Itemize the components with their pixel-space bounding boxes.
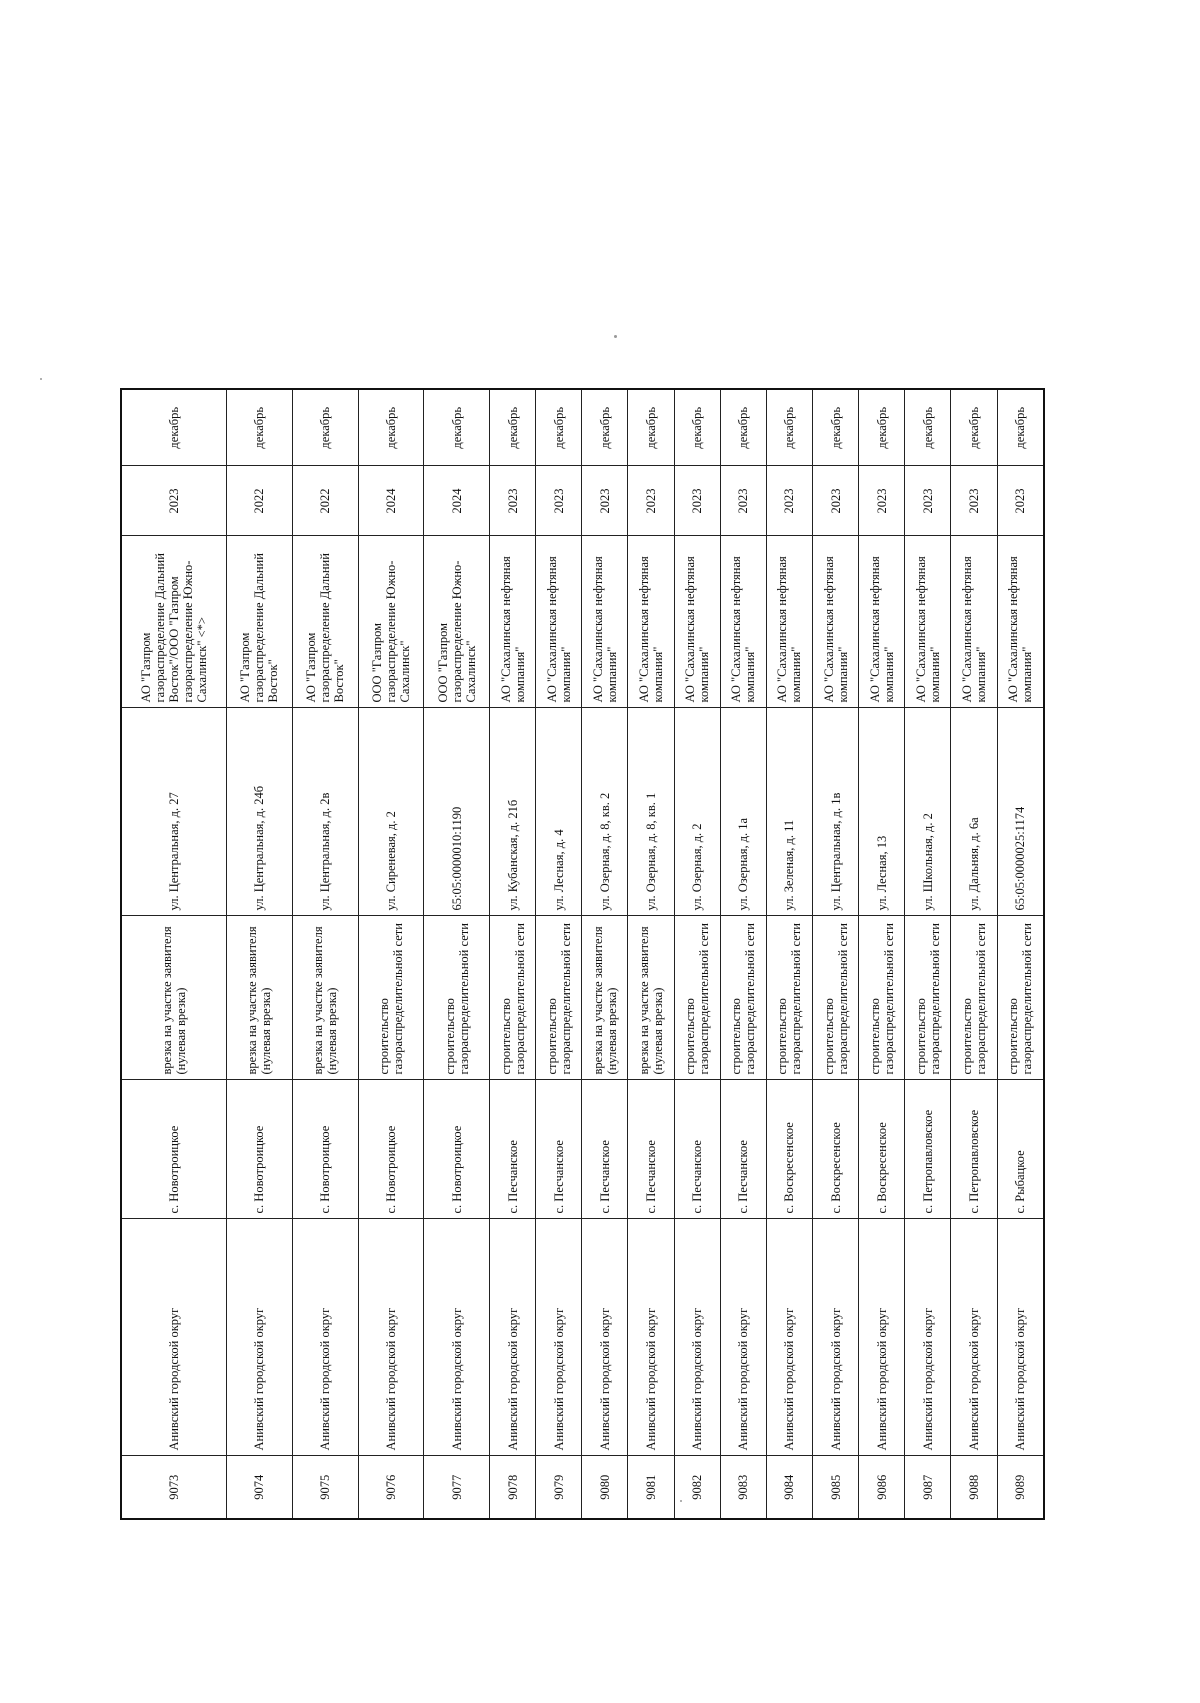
work-type-cell: строительство газораспределительной сети — [859, 916, 905, 1080]
operator-cell: АО "Сахалинская нефтяная компания" — [812, 536, 858, 708]
month-cell: декабрь — [292, 389, 358, 466]
district-cell: Анивский городской округ — [997, 1219, 1044, 1456]
table-row — [358, 389, 424, 1519]
table-row — [859, 389, 905, 1519]
row-number: 9080 — [582, 1456, 628, 1519]
table-row — [292, 389, 358, 1519]
address-cell: ул. Зеленая, д. 11 — [766, 708, 812, 916]
month-cell: декабрь — [859, 389, 905, 466]
year-cell: 2022 — [292, 466, 358, 536]
address-cell: ул. Озерная, д. 8, кв. 2 — [582, 708, 628, 916]
table-row — [121, 389, 227, 1519]
operator-cell: АО "Сахалинская нефтяная компания" — [674, 536, 720, 708]
year-cell: 2023 — [674, 466, 720, 536]
settlement-cell: с. Новотроицкое — [121, 1080, 227, 1219]
address-cell: ул. Озерная, д. 2 — [674, 708, 720, 916]
year-cell: 2023 — [997, 466, 1044, 536]
table-body — [121, 389, 1044, 1519]
address-cell: ул. Центральная, д. 27 — [121, 708, 227, 916]
table-row — [720, 389, 766, 1519]
operator-cell: АО "Сахалинская нефтяная компания" — [582, 536, 628, 708]
district-cell: Анивский городской округ — [292, 1219, 358, 1456]
gasification-register-table — [120, 388, 1045, 1520]
table-row — [536, 389, 582, 1519]
district-cell: Анивский городской округ — [536, 1219, 582, 1456]
year-cell: 2023 — [121, 466, 227, 536]
address-cell: ул. Кубанская, д. 21б — [489, 708, 535, 916]
work-type-cell: строительство газораспределительной сети — [905, 916, 951, 1080]
operator-cell: АО "Сахалинская нефтяная компания" — [859, 536, 905, 708]
row-number: 9073 — [121, 1456, 227, 1519]
operator-cell: АО "Газпром газораспределение Дальний Восток" — [292, 536, 358, 708]
year-cell: 2023 — [489, 466, 535, 536]
work-type-cell: строительство газораспределительной сети — [424, 916, 490, 1080]
district-cell: Анивский городской округ — [358, 1219, 424, 1456]
operator-cell: АО "Газпром газораспределение Дальний Восток" — [227, 536, 293, 708]
table-row — [628, 389, 674, 1519]
address-cell: ул. Дальняя, д. 6а — [951, 708, 997, 916]
district-cell: Анивский городской округ — [121, 1219, 227, 1456]
work-type-cell: строительство газораспределительной сети — [489, 916, 535, 1080]
month-cell: декабрь — [812, 389, 858, 466]
settlement-cell: с. Песчанское — [674, 1080, 720, 1219]
operator-cell: АО "Газпром газораспределение Дальний Восток"/ООО "Газпром газораспределение Южно-Сахалинск" <*> — [121, 536, 227, 708]
work-type-cell: строительство газораспределительной сети — [812, 916, 858, 1080]
table-row — [812, 389, 858, 1519]
settlement-cell: с. Петропавловское — [951, 1080, 997, 1219]
address-cell: 65:05:0000010:1190 — [424, 708, 490, 916]
operator-cell: АО "Сахалинская нефтяная компания" — [766, 536, 812, 708]
year-cell: 2023 — [628, 466, 674, 536]
district-cell: Анивский городской округ — [628, 1219, 674, 1456]
table-row — [997, 389, 1044, 1519]
row-number: 9083 — [720, 1456, 766, 1519]
year-cell: 2023 — [720, 466, 766, 536]
settlement-cell: с. Новотроицкое — [358, 1080, 424, 1219]
district-cell: Анивский городской округ — [674, 1219, 720, 1456]
address-cell: ул. Центральная, д. 24б — [227, 708, 293, 916]
settlement-cell: с. Песчанское — [489, 1080, 535, 1219]
row-number: 9076 — [358, 1456, 424, 1519]
month-cell: декабрь — [582, 389, 628, 466]
address-cell: ул. Лесная, д. 4 — [536, 708, 582, 916]
row-number: 9087 — [905, 1456, 951, 1519]
work-type-cell: строительство газораспределительной сети — [951, 916, 997, 1080]
district-cell: Анивский городской округ — [812, 1219, 858, 1456]
work-type-cell: строительство газораспределительной сети — [358, 916, 424, 1080]
month-cell: декабрь — [997, 389, 1044, 466]
table-row — [951, 389, 997, 1519]
year-cell: 2023 — [951, 466, 997, 536]
year-cell: 2023 — [859, 466, 905, 536]
settlement-cell: с. Воскресенское — [766, 1080, 812, 1219]
address-cell: ул. Сиреневая, д. 2 — [358, 708, 424, 916]
year-cell: 2024 — [358, 466, 424, 536]
district-cell: Анивский городской округ — [720, 1219, 766, 1456]
address-cell: ул. Школьная, д. 2 — [905, 708, 951, 916]
table-row — [674, 389, 720, 1519]
settlement-cell: с. Воскресенское — [859, 1080, 905, 1219]
table-row — [766, 389, 812, 1519]
row-number: 9075 — [292, 1456, 358, 1519]
operator-cell: ООО "Газпром газораспределение Южно-Сахалинск" — [358, 536, 424, 708]
month-cell: декабрь — [766, 389, 812, 466]
address-cell: ул. Центральная, д. 2в — [292, 708, 358, 916]
district-cell: Анивский городской округ — [582, 1219, 628, 1456]
district-cell: Анивский городской округ — [766, 1219, 812, 1456]
district-cell: Анивский городской округ — [489, 1219, 535, 1456]
district-cell: Анивский городской округ — [905, 1219, 951, 1456]
year-cell: 2023 — [582, 466, 628, 536]
month-cell: декабрь — [424, 389, 490, 466]
table-row — [905, 389, 951, 1519]
table-row — [424, 389, 490, 1519]
year-cell: 2023 — [812, 466, 858, 536]
work-type-cell: строительство газораспределительной сети — [674, 916, 720, 1080]
scan-speck — [614, 335, 617, 338]
year-cell: 2023 — [905, 466, 951, 536]
address-cell: ул. Озерная, д. 8, кв. 1 — [628, 708, 674, 916]
settlement-cell: с. Новотроицкое — [227, 1080, 293, 1219]
work-type-cell: врезка на участке заявителя (нулевая врезка) — [292, 916, 358, 1080]
district-cell: Анивский городской округ — [227, 1219, 293, 1456]
year-cell: 2023 — [536, 466, 582, 536]
month-cell: декабрь — [720, 389, 766, 466]
settlement-cell: с. Новотроицкое — [292, 1080, 358, 1219]
month-cell: декабрь — [121, 389, 227, 466]
operator-cell: ООО "Газпром газораспределение Южно-Сахалинск" — [424, 536, 490, 708]
address-cell: ул. Лесная, 13 — [859, 708, 905, 916]
settlement-cell: с. Новотроицкое — [424, 1080, 490, 1219]
row-number: 9089 — [997, 1456, 1044, 1519]
month-cell: декабрь — [951, 389, 997, 466]
operator-cell: АО "Сахалинская нефтяная компания" — [489, 536, 535, 708]
month-cell: декабрь — [628, 389, 674, 466]
scan-speck — [40, 378, 42, 380]
work-type-cell: врезка на участке заявителя (нулевая врезка) — [227, 916, 293, 1080]
table-row — [582, 389, 628, 1519]
month-cell: декабрь — [227, 389, 293, 466]
month-cell: декабрь — [358, 389, 424, 466]
row-number: 9079 — [536, 1456, 582, 1519]
district-cell: Анивский городской округ — [859, 1219, 905, 1456]
operator-cell: АО "Сахалинская нефтяная компания" — [628, 536, 674, 708]
operator-cell: АО "Сахалинская нефтяная компания" — [720, 536, 766, 708]
settlement-cell: с. Рыбацкое — [997, 1080, 1044, 1219]
settlement-cell: с. Петропавловское — [905, 1080, 951, 1219]
row-number: 9084 — [766, 1456, 812, 1519]
row-number: 9082 — [674, 1456, 720, 1519]
row-number: 9077 — [424, 1456, 490, 1519]
row-number: 9085 — [812, 1456, 858, 1519]
table-row — [227, 389, 293, 1519]
row-number: 9078 — [489, 1456, 535, 1519]
month-cell: декабрь — [905, 389, 951, 466]
year-cell: 2024 — [424, 466, 490, 536]
settlement-cell: с. Воскресенское — [812, 1080, 858, 1219]
address-cell: 65:05:0000025:1174 — [997, 708, 1044, 916]
operator-cell: АО "Сахалинская нефтяная компания" — [536, 536, 582, 708]
rotated-page — [120, 390, 1045, 1520]
district-cell: Анивский городской округ — [424, 1219, 490, 1456]
settlement-cell: с. Песчанское — [628, 1080, 674, 1219]
year-cell: 2023 — [766, 466, 812, 536]
row-number: 9086 — [859, 1456, 905, 1519]
work-type-cell: строительство газораспределительной сети — [997, 916, 1044, 1080]
work-type-cell: строительство газораспределительной сети — [720, 916, 766, 1080]
year-cell: 2022 — [227, 466, 293, 536]
row-number: 9074 — [227, 1456, 293, 1519]
settlement-cell: с. Песчанское — [720, 1080, 766, 1219]
address-cell: ул. Центральная, д. 1в — [812, 708, 858, 916]
operator-cell: АО "Сахалинская нефтяная компания" — [951, 536, 997, 708]
table-row — [489, 389, 535, 1519]
work-type-cell: врезка на участке заявителя (нулевая врезка) — [121, 916, 227, 1080]
operator-cell: АО "Сахалинская нефтяная компания" — [997, 536, 1044, 708]
row-number: 9088 — [951, 1456, 997, 1519]
month-cell: декабрь — [489, 389, 535, 466]
settlement-cell: с. Песчанское — [536, 1080, 582, 1219]
settlement-cell: с. Песчанское — [582, 1080, 628, 1219]
work-type-cell: врезка на участке заявителя (нулевая врезка) — [628, 916, 674, 1080]
row-number: 9081 — [628, 1456, 674, 1519]
operator-cell: АО "Сахалинская нефтяная компания" — [905, 536, 951, 708]
work-type-cell: строительство газораспределительной сети — [536, 916, 582, 1080]
month-cell: декабрь — [674, 389, 720, 466]
work-type-cell: строительство газораспределительной сети — [766, 916, 812, 1080]
month-cell: декабрь — [536, 389, 582, 466]
work-type-cell: врезка на участке заявителя (нулевая врезка) — [582, 916, 628, 1080]
district-cell: Анивский городской округ — [951, 1219, 997, 1456]
address-cell: ул. Озерная, д. 1а — [720, 708, 766, 916]
